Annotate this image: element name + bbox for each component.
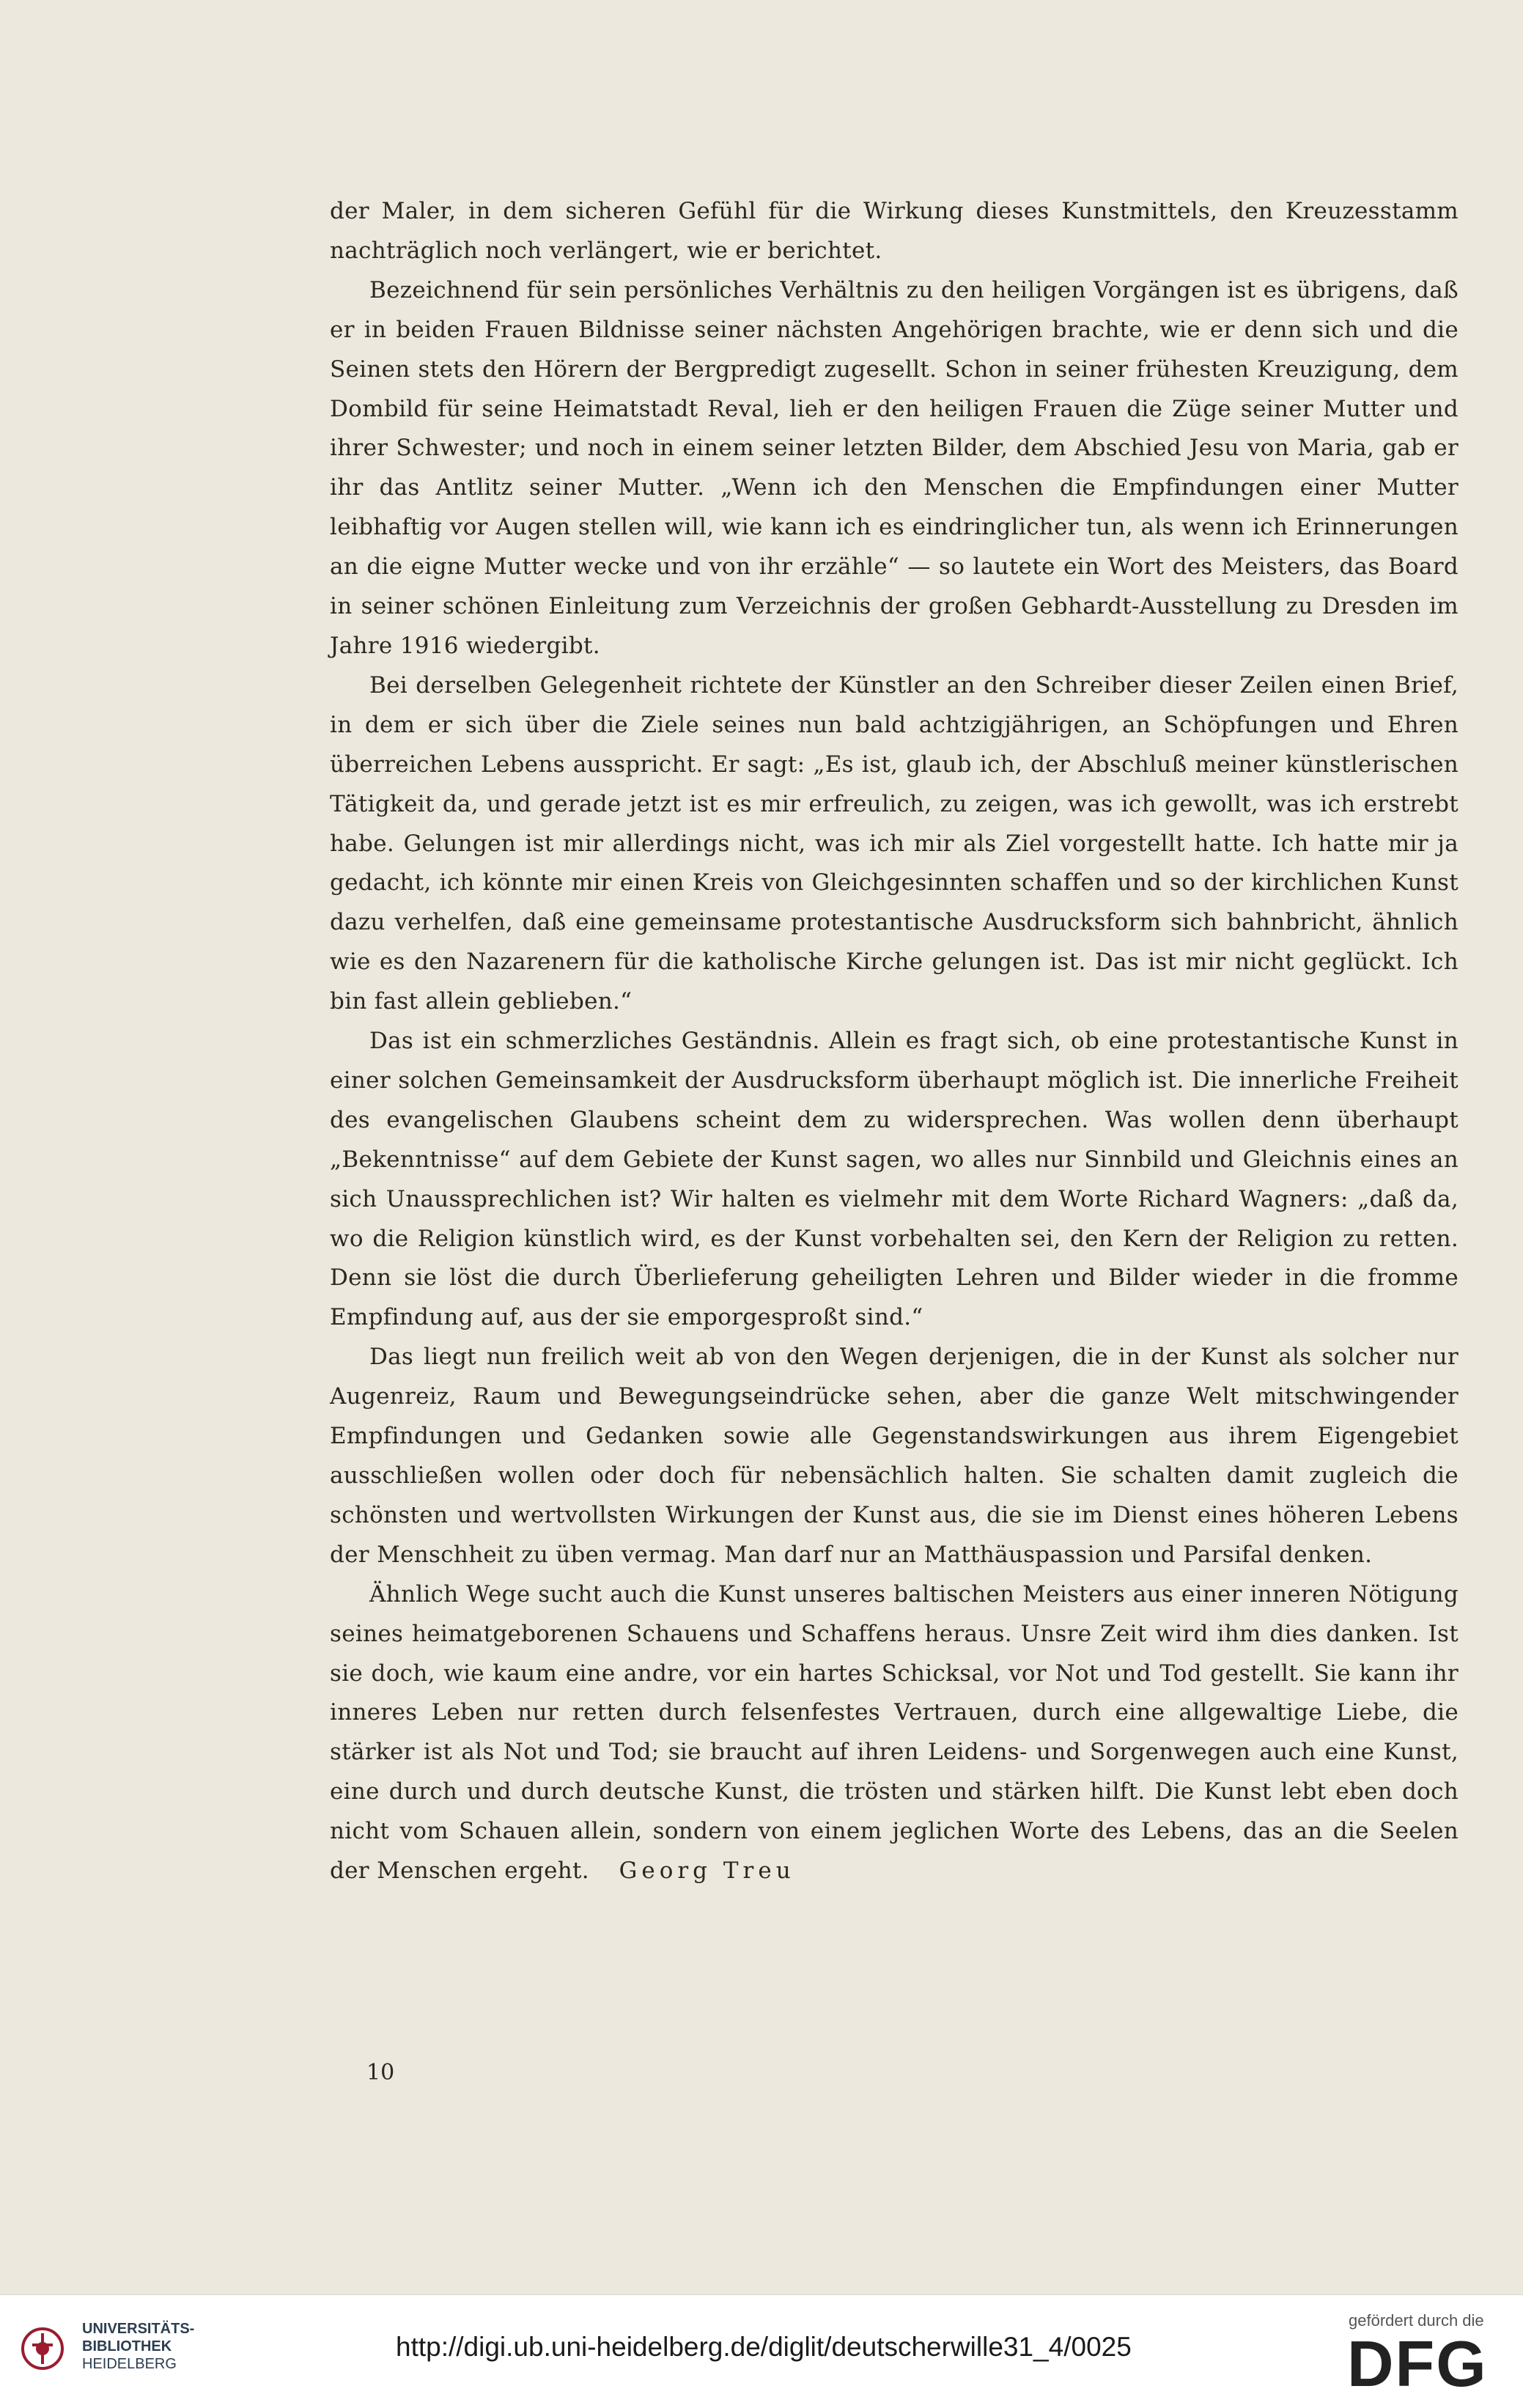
paragraph-text: Ähnlich Wege sucht auch die Kunst unseres baltischen Meisters aus einer inneren Nötigung seines heimatgeborenen Schauens und Schaffens heraus. Unsre Zeit wird ihm dies danken. Ist sie doch, wie kaum eine andre, vor ein hartes Schicksal, vor Not und Tod gestellt. Sie kann ihr inneres Leben nur retten durch felsenfestes Vertrauen, durch eine allgewaltige Liebe, die stärker ist als Not und Tod; sie braucht auf ihren Leidens- und Sorgenwegen auch eine Kunst, eine durch und durch deutsche Kunst, die trösten und stärken hilft. Die Kunst lebt eben doch nicht vom Schauen allein, sondern von einem jeglichen Worte des Lebens, das an die Seelen der Menschen ergeht. <box>330 1580 1459 1885</box>
page-number: 10 <box>366 2060 395 2085</box>
paragraph: Das liegt nun freilich weit ab von den Wegen derjenigen, die in der Kunst als solcher nur Augenreiz, Raum und Bewegungseindrücke sehen, aber die ganze Welt mitschwingender Empfindungen und Gedanken sowie alle Gegenstandswirkungen aus ihrem Eigengebiet ausschließen wollen oder doch für nebensächlich halten. Sie schalten damit zugleich die schönsten und wertvollsten Wirkungen der Kunst aus, die sie im Dienst eines höheren Lebens der Menschheit zu üben vermag. Man darf nur an Matthäuspassion und Parsifal denken. <box>330 1344 1459 1568</box>
paragraph: Bezeichnend für sein persönliches Verhältnis zu den heiligen Vorgängen ist es übrigens, daß er in beiden Frauen Bildnisse seiner nächsten Angehörigen brachte, wie er denn sich und die Seinen stets den Hörern der Bergpredigt zugesellt. Schon in seiner frühesten Kreuzigung, dem Dombild für seine Heimatstadt Reval, lieh er den heiligen Frauen die Züge seiner Mutter und ihrer Schwester; und noch in einem seiner letzten Bilder, dem Abschied Jesu von Maria, gab er ihr das Antlitz seiner Mutter. „Wenn ich den Menschen die Empfindungen einer Mutter leibhaftig vor Augen stellen will, wie kann ich es eindringlicher tun, als wenn ich Erinnerungen an die eigne Mutter wecke und von ihr erzähle“ — so lautete ein Wort des Meisters, das Board in seiner schönen Einleitung zum Verzeichnis der großen Gebhardt-Ausstellung zu Dresden im Jahre 1916 wiedergibt. <box>330 276 1459 659</box>
article-text <box>330 192 1459 1891</box>
library-name <box>82 2320 194 2373</box>
university-seal-icon <box>21 2323 64 2374</box>
paragraph: Das ist ein schmerzliches Geständnis. Allein es fragt sich, ob eine protestantische Kunst in einer solchen Gemeinsamkeit der Ausdrucksform überhaupt möglich ist. Die innerliche Freiheit des evangelischen Glaubens scheint dem zu widersprechen. Was wollen denn überhaupt „Bekenntnisse“ auf dem Gebiete der Kunst sagen, wo alles nur Sinnbild und Gleichnis eines an sich Unaussprechlichen ist? Wir halten es vielmehr mit dem Worte Richard Wagners: „daß da, wo die Religion künstlich wird, es der Kunst vorbehalten sei, den Kern der Religion zu retten. Denn sie löst die durch Überlieferung geheiligten Lehren und Bilder wieder in die fromme Empfindung auf, aus der sie emporgesproßt sind.“ <box>330 1028 1459 1331</box>
library-name-line: HEIDELBERG <box>82 2356 177 2372</box>
permalink-url[interactable]: http://digi.ub.uni-heidelberg.de/diglit/deutscherwille31_4/0025 <box>396 2332 1132 2362</box>
funded-by-label: gefördert durch die <box>1349 2311 1484 2330</box>
paragraph: der Maler, in dem sicheren Gefühl für die Wirkung dieses Kunstmittels, den Kreuzesstamm nachträglich noch verlängert, wie er berichtet. <box>330 198 1459 264</box>
dfg-logo: DFG <box>1347 2327 1488 2400</box>
author-signature: Georg Treu <box>619 1857 795 1885</box>
paragraph-last <box>330 1575 1459 1891</box>
library-name-line: BIBLIOTHEK <box>82 2338 172 2354</box>
paragraph: Bei derselben Gelegenheit richtete der Künstler an den Schreiber dieser Zeilen einen Brief, in dem er sich über die Ziele seines nun bald achtzigjährigen, an Schöpfungen und Ehren überreichen Lebens ausspricht. Er sagt: „Es ist, glaub ich, der Abschluß meiner künstlerischen Tätigkeit da, und gerade jetzt ist es mir erfreulich, zu zeigen, was ich gewollt, was ich erstrebt habe. Gelungen ist mir allerdings nicht, was ich mir als Ziel vorgestellt hatte. Ich hatte mir ja gedacht, ich könnte mir einen Kreis von Gleichgesinnten schaffen und so der kirchlichen Kunst dazu verhelfen, daß eine gemeinsame protestantische Ausdrucksform sich bahnbricht, ähnlich wie es den Nazarenern für die katholische Kirche gelungen ist. Das ist mir nicht geglückt. Ich bin fast allein geblieben.“ <box>330 671 1459 1015</box>
footer-bar <box>0 2294 1523 2408</box>
library-name-line: UNIVERSITÄTS- <box>82 2321 195 2337</box>
